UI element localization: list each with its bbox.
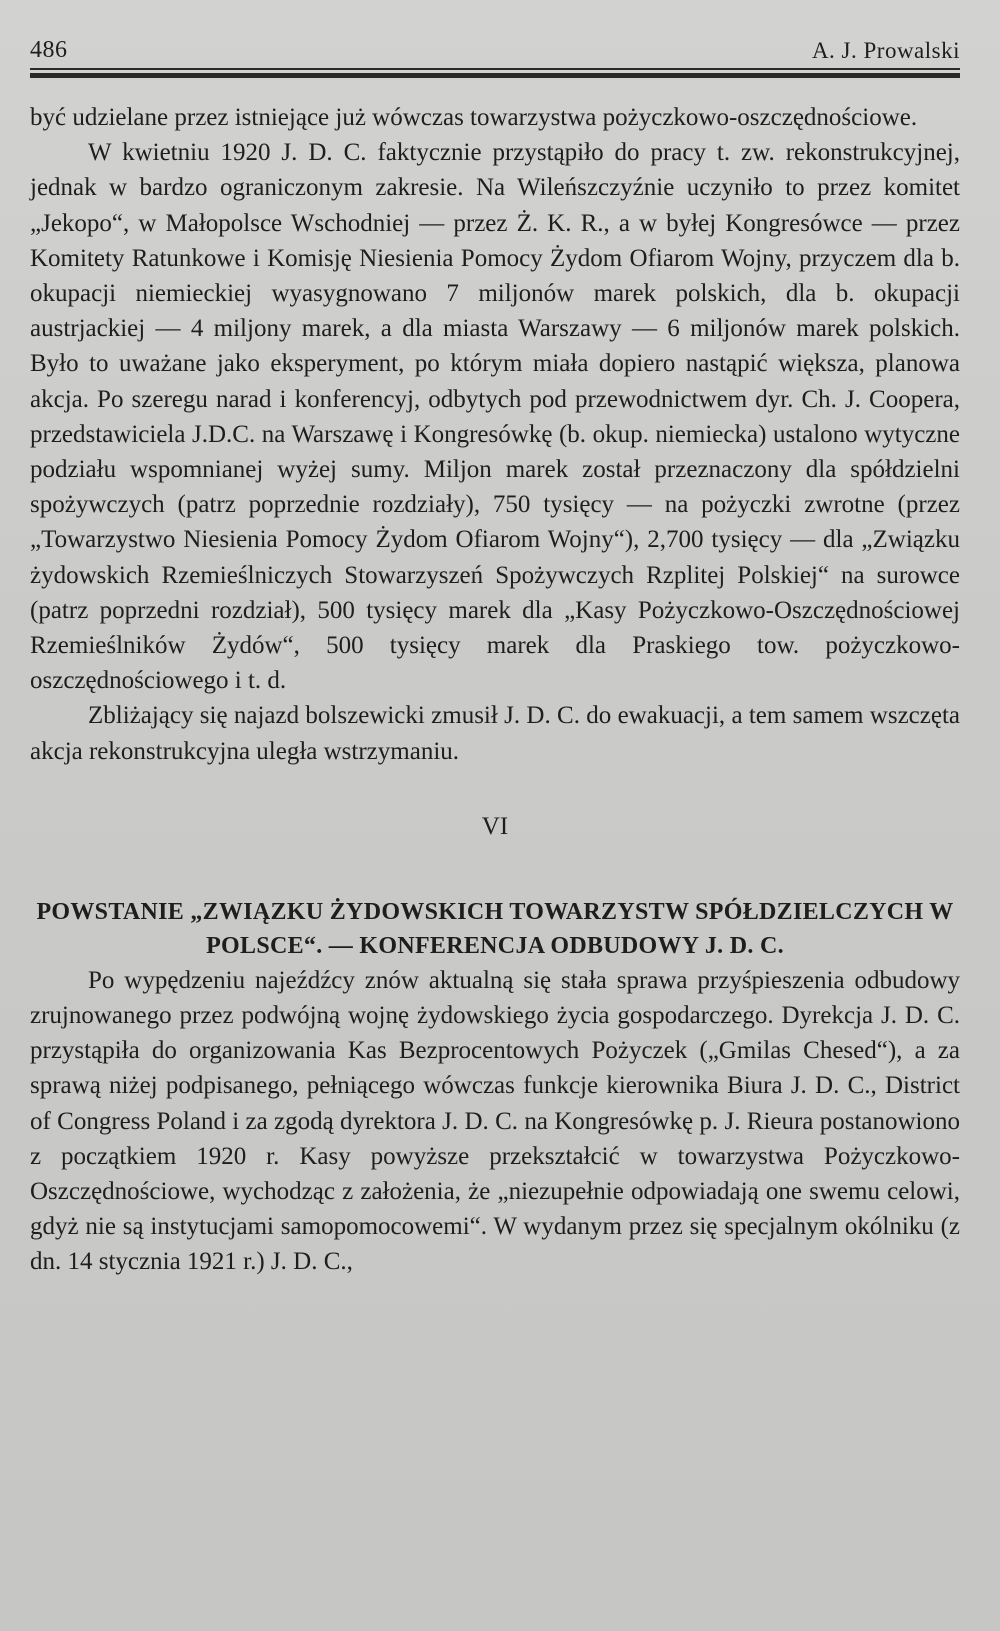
section-number: VI [481,812,509,840]
section-paragraph: Po wypędzeniu najeźdźcy znów aktualną się stała sprawa przyśpieszenia odbudowy zrujnowanego przez podwójną wojnę żydowskiego życia gospodarczego. Dyrekcja J. D. C. przystąpiła do organizowania Kas Bezprocentowych Pożyczek („Gmilas Chesed“), a za sprawą niżej podpisanego, pełniącego wówczas funkcje kierownika Biura J. D. C., District of Congress Poland i za zgodą dyrektora J. D. C. na Kongresówkę p. J. Rieura postanowiono z początkiem 1920 r. Kasy powyższe przekształcić w towarzystwa Pożyczkowo- Oszczędnościowe, wychodząc z założenia, że „niezupełnie odpowiadają one swemu celowi, gdyż nie są instytucjami samopomocowemi“. W wydanym przez się specjalnym okólniku (z dn. 14 stycznia 1921 r.) J. D. C., [30,966,960,1276]
page-header [30,30,960,64]
section-title: POWSTANIE „ZWIĄZKU ŻYDOWSKICH TOWARZYSTW SPÓŁDZIELCZYCH W POLSCE“. — KONFERENCJA ODBUDOWY J. D. C. [36,898,954,959]
running-head-author: A. J. Prowalski [811,38,960,63]
paragraph-continuation: być udzielane przez istniejące już wówczas towarzystwa pożyczkowo-oszczędnościowe. [30,104,918,131]
page-number: 486 [30,37,68,63]
paragraph-evacuation: Zbliżający się najazd bolszewicki zmusił J. D. C. do ewakuacji, a tem samem wszczęta akcja rekonstrukcyjna uległa wstrzymaniu. [30,702,960,765]
body-text [30,100,960,1280]
header-rule-thin [30,68,960,70]
header-rule-thick [30,73,960,78]
paragraph-april-1920: W kwietniu 1920 J. D. C. faktycznie przystąpiło do pracy t. zw. rekonstrukcyjnej, jednak w bardzo ograniczonym zakresie. Na Wileńszczyźnie uczyniło to przez komitet „Jekopo“, w Małopolsce Wschodniej — przez Ż. K. R., a w byłej Kongresówce — przez Komitety Ratunkowe i Komisję Niesienia Pomocy Żydom Ofiarom Wojny, przyczem dla b. okupacji niemieckiej wyasygnowano 7 miljonów marek polskich, dla b. okupacji austrjackiej — 4 miljony marek, a dla miasta Warszawy — 6 miljonów marek polskich. Było to uważane jako eksperyment, po którym miała dopiero nastąpić większa, planowa akcja. Po szeregu narad i konferencyj, odbytych pod przewodnictwem dyr. Ch. J. Coopera, przedstawiciela J.D.C. na Warszawę i Kongresówkę (b. okup. niemiecka) ustalono wytyczne podziału wspomnianej wyżej sumy. Miljon marek został przeznaczony dla spółdzielni spożywczych (patrz poprzednie rozdziały), 750 tysięcy — na pożyczki zwrotne (przez „Towarzystwo Niesienia Pomocy Żydom Ofiarom Wojny“), 2,700 tysięcy — dla „Związku żydowskich Rzemieślniczych Stowarzyszeń Spożywczych Rzplitej Polskiej“ na surowce (patrz poprzedni rozdział), 500 tysięcy marek dla „Kasy Pożyczkowo-Oszczędnościowej Rzemieślników Żydów“, 500 tysięcy marek dla Praskiego tow. pożyczkowo-oszczędnościowego i t. d. [30,139,960,695]
